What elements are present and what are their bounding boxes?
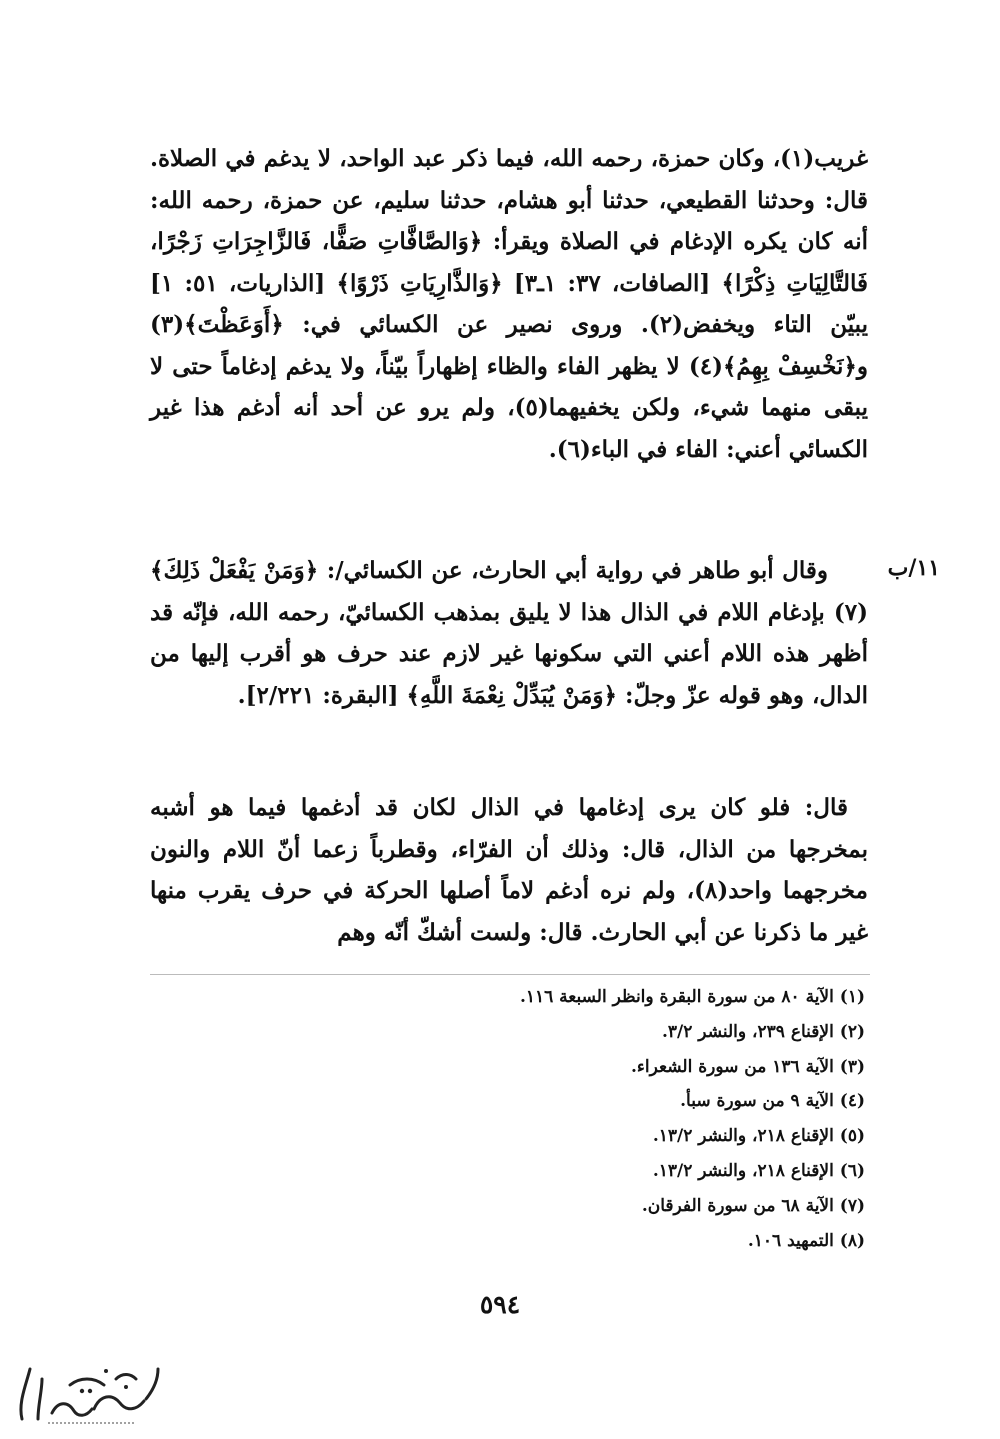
- body-paragraph-2: وقال أبو طاهر في رواية أبي الحارث، عن الكسائي/: ﴿وَمَنْ يَفْعَلْ ذَلِكَ﴾(٧) بإدغام اللام في الذال هذا لا يليق بمذهب الكسائيّ، رحمه الله، فإنّه قد أظهر هذه اللام أعني التي سكونها غير لازم عند حرف هو أقرب إليها من الدال، وهو قوله عزّ وجلّ: ﴿وَمَنْ يُبَدِّلْ نِعْمَةَ اللَّهِ﴾ [البقرة: ٢/٢٢١].: [150, 557, 868, 709]
- footnote-8: (٨) التمهيد ١٠٦.: [747, 1230, 865, 1251]
- body-paragraph-1: غريب(١)، وكان حمزة، رحمه الله، فيما ذكر عبد الواحد، لا يدغم في الصلاة. قال: وحدثنا القطيعي، حدثنا أبو هشام، حدثنا سليم، عن حمزة، رحمه الله: أنه كان يكره الإدغام في الصلاة ويقرأ: ﴿وَالصَّافَّاتِ صَفًّا، فَالزَّاجِرَاتِ زَجْرًا، فَالتَّالِيَاتِ ذِكْرًا﴾ [الصافات، ٣٧: ١ـ٣] ﴿وَالذَّارِيَاتِ ذَرْوًا﴾ [الذاريات، ٥١: ١] يبيّن التاء ويخفض(٢). وروى نصير عن الكسائي في: ﴿أَوَعَظْتَ﴾(٣) و﴿نَخْسِفْ بِهِمُ﴾(٤) لا يظهر الفاء والظاء إظهاراً بيّناً، ولا يدغم إدغاماً حتى لا يبقى منهما شيء، ولكن يخفيهما(٥)، ولم يرو عن أحد أنه أدغم هذا غير الكسائي أعني: الفاء في الباء(٦).: [150, 145, 869, 463]
- footnote-4: (٤) الآية ٩ من سورة سبأ.: [680, 1091, 865, 1112]
- manuscript-folio-marker: ١١/ب: [887, 555, 940, 581]
- page-number: ٥٩٤: [479, 1290, 521, 1319]
- calligraphy-logo-icon: [8, 1355, 168, 1427]
- footnotes-list: [420, 980, 865, 1258]
- footnote-1: (١) الآية ٨٠ من سورة البقرة وانظر السبعة ١١٦.: [519, 987, 865, 1007]
- footnote-divider: [150, 974, 870, 975]
- footnote-7: (٧) الآية ٦٨ من سورة الفرقان.: [641, 1195, 865, 1216]
- footnote-5: (٥) الإقناع ٢١٨، والنشر ١٣/٢.: [652, 1126, 865, 1147]
- footnote-3: (٣) الآية ١٣٦ من سورة الشعراء.: [631, 1056, 865, 1077]
- footnote-6: (٦) الإقناع ٢١٨، والنشر ١٣/٢.: [652, 1160, 865, 1181]
- footnote-2: (٢) الإقناع ٢٣٩، والنشر ٣/٢.: [661, 1021, 865, 1042]
- body-paragraph-3: قال: فلو كان يرى إدغامها في الذال لكان قد أدغمها فيما هو أشبه بمخرجها من الذال، قال: وذلك أن الفرّاء، وقطرباً زعما أنّ اللام والنون مخرجهما واحد(٨)، ولم نره أدغم لاماً أصلها الحركة في حرف يقرب منها غير ما ذكرنا عن أبي الحارث. قال: ولست أشكّ أنّه وهم: [150, 794, 868, 946]
- calligraphy-watermark-logo: [8, 1355, 168, 1427]
